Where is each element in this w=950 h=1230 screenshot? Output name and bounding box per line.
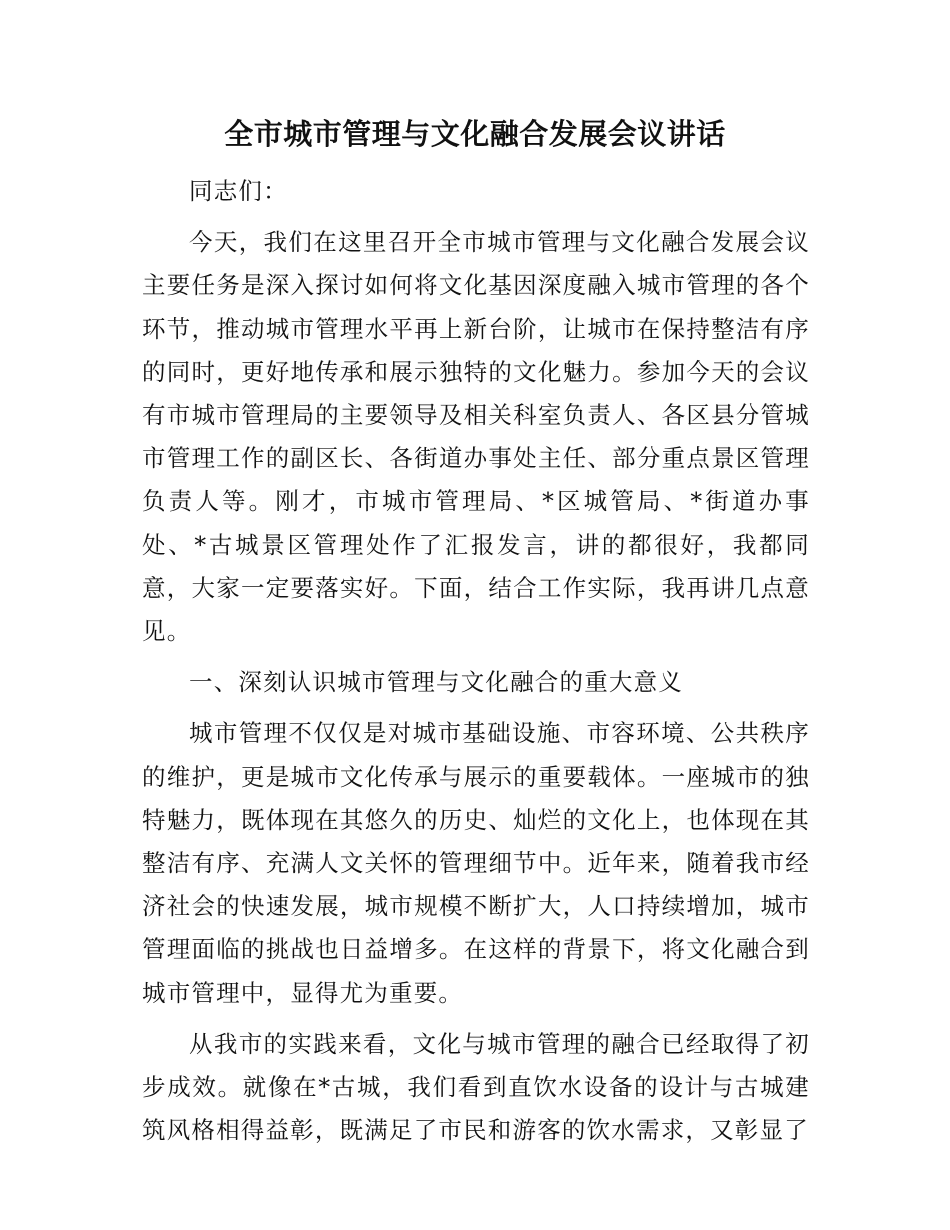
opening-paragraph: 今天，我们在这里召开全市城市管理与文化融合发展会议主要任务是深入探讨如何将文化基因深度融入城市管理的各个环节，推动城市管理水平再上新台阶，让城市在保持整洁有序的同时，更好地传承和展示独特的文化魅力。参加今天的会议有市城市管理局的主要领导及相关科室负责人、各区县分管城市管理工作的副区长、各街道办事处主任、部分重点景区管理负责人等。刚才，市城市管理局、*区城管局、*街道办事处、*古城景区管理处作了汇报发言，讲的都很好，我都同意，大家一定要落实好。下面，结合工作实际，我再讲几点意见。 [142,228,810,646]
body-paragraph: 城市管理不仅仅是对城市基础设施、市容环境、公共秩序的维护，更是城市文化传承与展示的重要载体。一座城市的独特魅力，既体现在其悠久的历史、灿烂的文化上，也体现在其整洁有序、充满人文关怀的管理细节中。近年来，随着我市经济社会的快速发展，城市规模不断扩大，人口持续增加，城市管理面临的挑战也日益增多。在这样的背景下，将文化融合到城市管理中，显得尤为重要。 [142,719,810,1007]
document-body [142,170,810,1152]
salutation-paragraph: 同志们： [189,177,288,205]
section-heading-one: 一、深刻认识城市管理与文化融合的重大意义 [189,668,683,697]
document-title: 全市城市管理与文化融合发展会议讲话 [224,117,726,151]
body-paragraph: 从我市的实践来看，文化与城市管理的融合已经取得了初步成效。就像在*古城，我们看到直饮水设备的设计与古城建筑风格相得益彰，既满足了市民和游客的饮水需求，又彰显了 [142,1029,810,1145]
